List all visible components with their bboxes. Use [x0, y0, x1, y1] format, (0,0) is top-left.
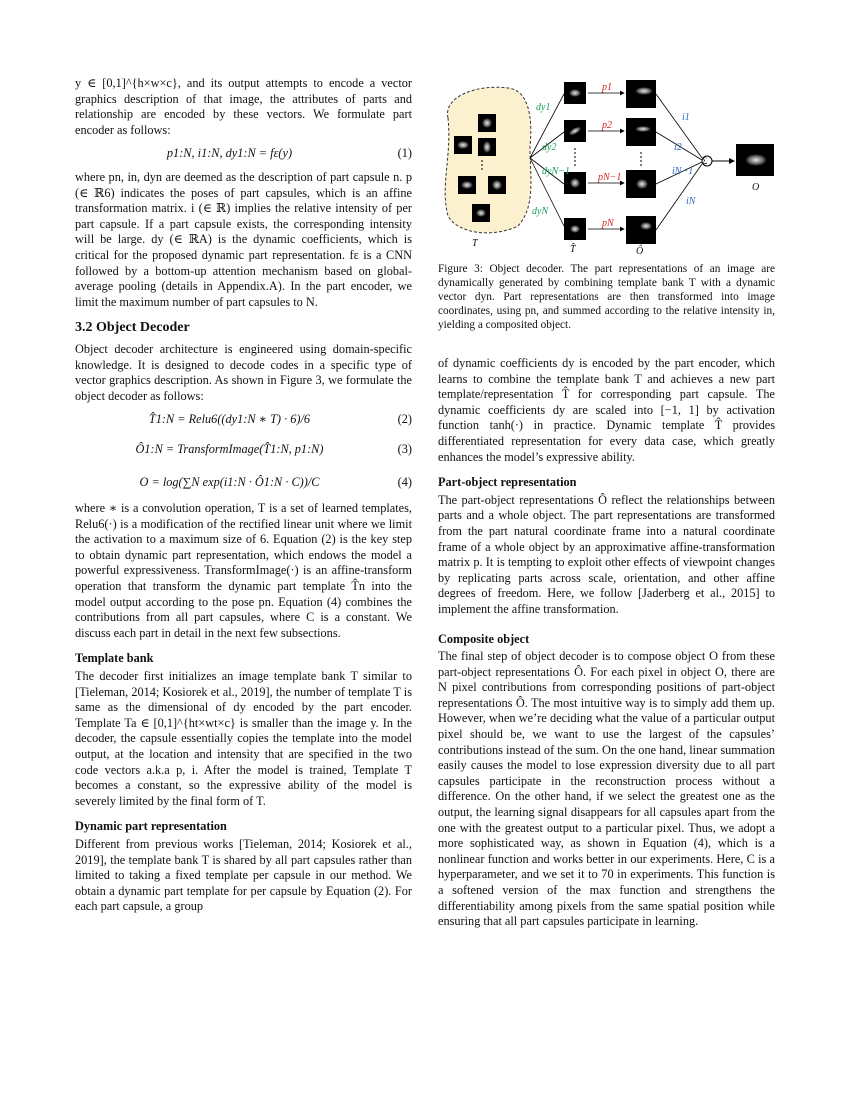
equation-3-number: (3) [397, 441, 412, 456]
paragraph-dynamic-part: Different from previous works [Tieleman, 2014; Kosiorek et al., 2019], the template bank T is shared by all part capsules rather than limited to taking a fixed template per capsule in our method. We obtain a dynamic part template for per capsule by Equation (2). For each part capsule, a group [75, 836, 412, 914]
label-dy1: dy1 [536, 102, 551, 113]
intensity-connections [656, 94, 702, 230]
paragraph-capsule-description: where pn, in, dyn are deemed as the description of part capsule n. p (∈ ℝ6) indicates the poses of part capsules, which is an affine transformation matrix. i (∈ ℝ) implies the relative intensity of per part capsule. If a part capsule exists, the corresponding intensity will be large. dy (∈ ℝA) is the dynamic coefficients, which is critical for the proposed dynamic part representation. fε is a CNN followed by a bottom-up attention mechanism based on global-average pooling (details in Appendix.A). In the part encoder, we limit the maximum number of part capsules to N. [75, 169, 412, 309]
right-column [438, 76, 775, 930]
paragraph-template-bank: The decoder first initializes an image template bank T similar to [Tieleman, 2014; Kosiorek et al., 2019], the number of template T is same as the dimensional of dy encoded by the part encoder. Template Ta ∈ [0,1]^{ht×wt×c} is smaller than the image y. In the decoder, the capsule essentially copies the template into the model output, at the location and intensity that are specified in the two code vectors a.k.a p, i. After the model is trained, Template T becomes a constant, so the expressive ability of the model is severely limited by the final form of T. [75, 669, 412, 808]
label-iN1: iN−1 [672, 166, 694, 177]
dynamic-templates [564, 82, 586, 240]
label-i2: i2 [674, 142, 682, 153]
figure-object-decoder [438, 76, 778, 256]
paragraph-encoder-intro: y ∈ [0,1]^{h×w×c}, and its output attempts to encode a vector graphics description of that image, the attributes of parts and relationship are encoded by these vectors. We formulate part encoder as follows: [75, 76, 412, 137]
label-dyN: dyN [532, 206, 549, 217]
paragraph-dynamic-coefficients: of dynamic coefficients dy is encoded by the part encoder, which learns to combine the template bank T and achieves a new part template/representation T̂ for corresponding part capsule. The dynamic coefficients dy are scaled into [−1, 1] by activation function tanh(·) in practice. Dynamic template T̂ provides differentiated representation for every data case, which greatly enhances the model’s expressive ability. [438, 356, 775, 464]
subheading-part-object: Part-object representation [438, 475, 577, 490]
paragraph-composite-object: The final step of object decoder is to compose object O from these part-object representations Ô. For each pixel in object O, there are N pixel contributions from corresponding positions of part-object representations Ô. The most intuitive way is to simply add them up. However, when we’re deciding what the value of a particular output pixel should be, we want to use the largest of the capsules’ contributions instead of the sum. On the one hand, linear summation easily causes the model to lose expression diversity due to all part capsules participate in the reconstruction process without a difference. On the other hand, if we select the greatest one as the output, the learning signal disappears for all capsules apart from the one with the greatest output to a particular pixel. Thus, we adopt a more sophisticated way, as shown in Equation (4), which is a nonlinear function and works better in our experiments. Here, C is a hyperparameter, and we set it to 70 in experiments. This function is a softened version of the max function and strengthens the differentiability among pixels from the same spatial position while ensuring that all part capsules participate in learning. [438, 649, 775, 929]
equation-2 [75, 412, 412, 428]
pose-arrows [588, 93, 624, 229]
paragraph-part-object: The part-object representations Ô reflect the relationships between parts and a whole object. The part representations are transformed from the part natural coordinate frame into a natural coordinate frame of a whole object by an approximative affine-transformation matrix p. It is tempting to exploit other effects of viewpoint changes by replicating parts across scale, orientation, and other affine degrees of freedom. Here, we follow [Jaderberg et al., 2015] to implement the affine transformation. [438, 492, 775, 616]
label-pN1: pN−1 [598, 172, 622, 183]
left-column [75, 76, 412, 915]
label-iN: iN [686, 196, 696, 207]
label-o-hat: Ô [636, 246, 644, 257]
equation-4 [75, 475, 412, 491]
label-dyN1: dyN−1 [542, 166, 570, 177]
label-sum: Σ [702, 156, 708, 166]
paragraph-decoder-intro: Object decoder architecture is engineered using domain-specific knowledge. It is designed to decode codes in a specific type of vector graphics description. As shown in Figure 3, we formulate the object decoder as follows: [75, 341, 412, 403]
figure-caption: Figure 3: Object decoder. The part representations of an image are dynamically generated by combining template bank T with a dynamic vector dyn. Part representations are then transformed into image coordinates, using pn, and summed according to the relative intensity in, yielding a composited object. [438, 263, 775, 331]
equation-3 [75, 442, 412, 458]
equation-1 [75, 146, 412, 162]
equation-1-number: (1) [397, 146, 412, 161]
equation-4-number: (4) [397, 475, 412, 490]
subheading-composite-object: Composite object [438, 631, 530, 646]
paragraph-equations-explained: where ∗ is a convolution operation, T is a set of learned templates, Relu6(·) is a modification of the rectified linear unit where we limit the activation to a maximum size of 6. Equation (2) is the key step to obtain dynamic part representation, which endows the model a powerful expressiveness. TransformImage(·) is an affine-transform operation that transform the dynamic part template T̂n into the model output according to the pose pn. Equation (4) combines the contributions from all part capsules, where C is a constant. We discuss each part in detail in the next few subsections. [75, 501, 412, 640]
equation-2-number: (2) [397, 412, 412, 427]
equation-3-body: Ô1:N = TransformImage(T̂1:N, p1:N) [135, 441, 324, 456]
label-output: O [752, 182, 760, 193]
part-object-representations [626, 80, 656, 244]
subheading-template-bank: Template bank [75, 651, 154, 666]
label-dy2: dy2 [542, 142, 557, 153]
section-heading-object-decoder: 3.2 Object Decoder [75, 320, 190, 336]
equation-2-body: T̂1:N = Relu6((dy1:N ∗ T) · 6)/6 [148, 412, 311, 427]
equation-4-body: O = log(∑N exp(i1:N · Ô1:N · C))/C [139, 475, 320, 490]
subheading-dynamic-part: Dynamic part representation [75, 819, 227, 834]
label-p1: p1 [602, 82, 612, 93]
label-pN: pN [602, 218, 614, 229]
equation-1-body: p1:N, i1:N, dy1:N = fε(y) [166, 146, 293, 161]
label-p2: p2 [602, 120, 612, 131]
label-t-hat: T̂ [570, 244, 576, 255]
label-i1: i1 [682, 112, 690, 123]
label-template-bank: T [472, 238, 478, 249]
